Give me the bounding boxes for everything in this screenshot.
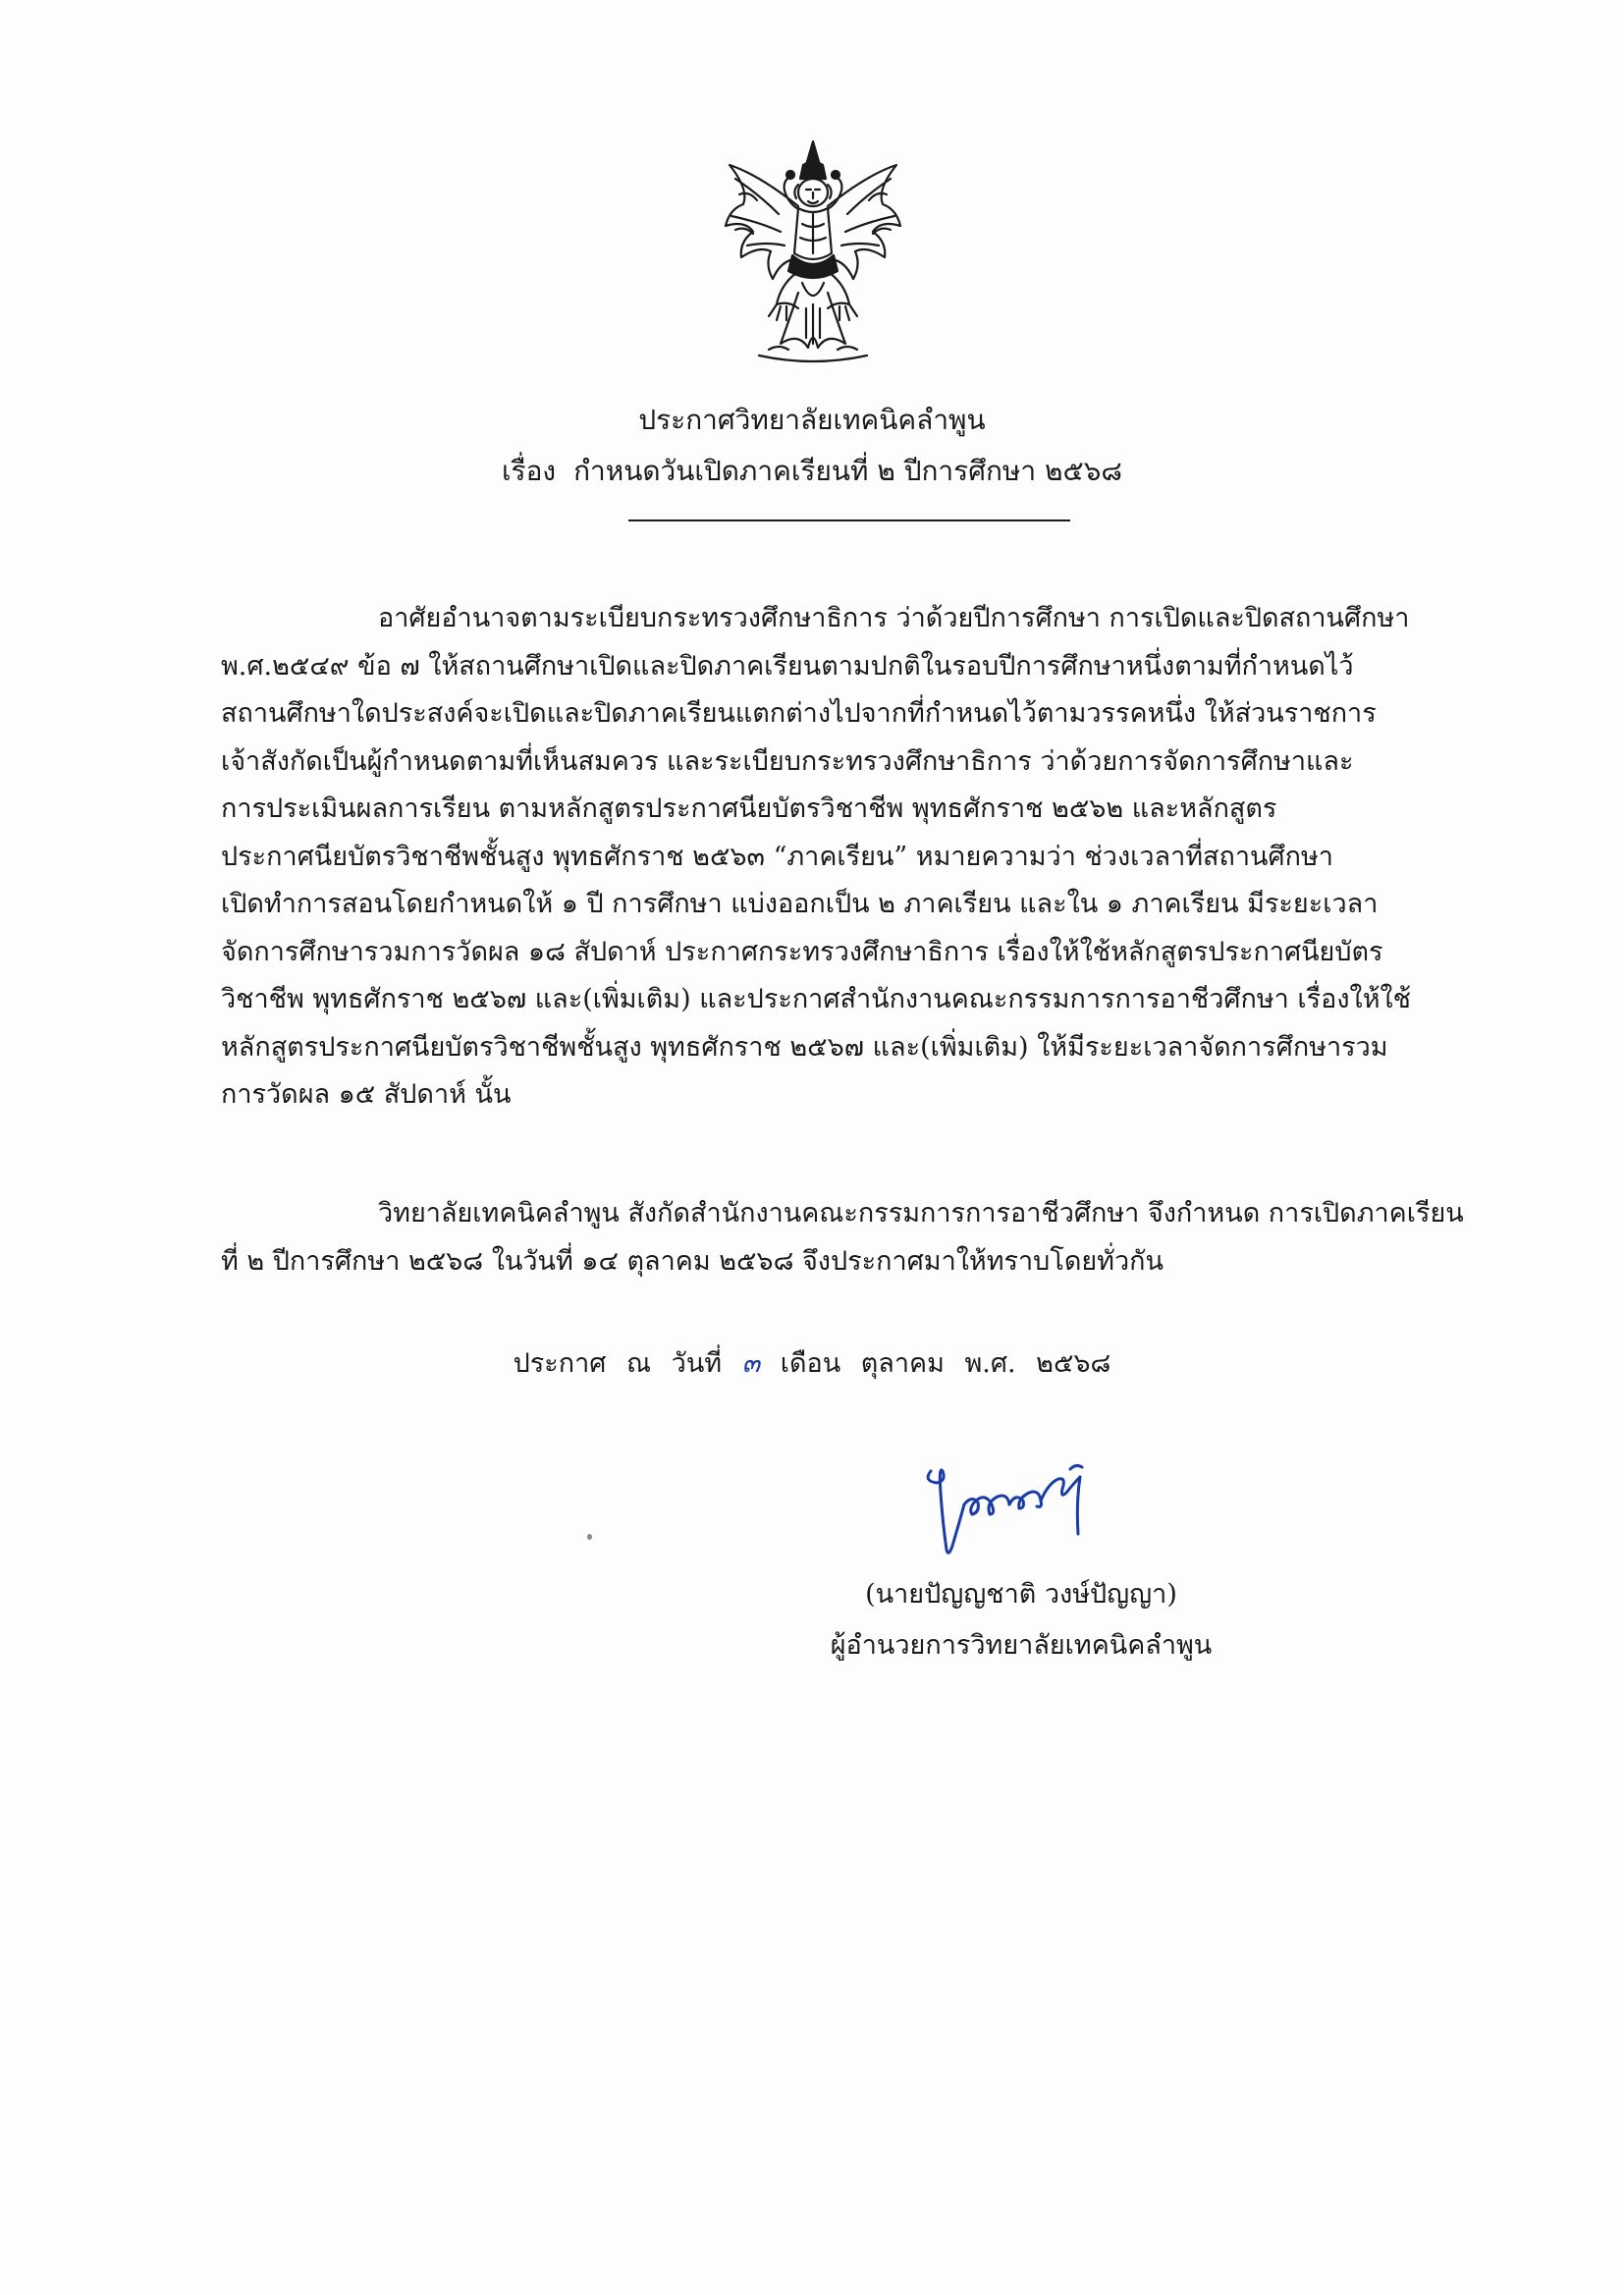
garuda-emblem-icon [720, 136, 906, 367]
paragraph-line: เจ้าสังกัดเป็นผู้กำหนดตามที่เห็นสมควร และระเบียบกระทรวงศึกษาธิการ ว่าด้วยการจัดการศึกษาและ [221, 745, 1354, 777]
title-underline [628, 519, 1070, 521]
paragraph-line: วิชาชีพ พุทธศักราช ๒๕๖๗ และ(เพิ่มเติม) และประกาศสำนักงานคณะกรรมการการอาชีวศึกษา เรื่องให้ใช้ [221, 984, 1412, 1014]
announcement-subject [0, 448, 1624, 495]
paragraph-line: จัดการศึกษารวมการวัดผล ๑๘ สัปดาห์ ประกาศกระทรวงศึกษาธิการ เรื่องให้ใช้หลักสูตรประกาศนียบัตร [221, 936, 1383, 967]
signatory-position-text: ผู้อำนวยการวิทยาลัยเทคนิคลำพูน [830, 1630, 1213, 1661]
scan-speck [587, 1534, 592, 1540]
signatory-name [766, 1571, 1276, 1618]
announce-prefix: ประกาศ [513, 1348, 607, 1379]
body-paragraph-2 [221, 1190, 1464, 1285]
paragraph-line: การวัดผล ๑๕ สัปดาห์ นั้น [221, 1079, 512, 1110]
year-value: ๒๕๖๘ [1036, 1348, 1111, 1379]
paragraph-line: สถานศึกษาใดประสงค์จะเปิดและปิดภาคเรียนแตกต่างไปจากที่กำหนดไว้ตามวรรคหนึ่ง ให้ส่วนราชการ [221, 698, 1377, 729]
paragraph-line: ประกาศนียบัตรวิชาชีพชั้นสูง พุทธศักราช ๒๕๖๓ “ภาคเรียน” หมายความว่า ช่วงเวลาที่สถานศึกษา [221, 841, 1333, 872]
day-value: ๓ [741, 1348, 761, 1379]
paragraph-line: ที่ ๒ ปีการศึกษา ๒๕๖๘ ในวันที่ ๑๔ ตุลาคม ๒๕๖๘ จึงประกาศมาให้ทราบโดยทั่วกัน [221, 1245, 1164, 1277]
body-paragraph-1 [221, 595, 1438, 1120]
month-label: เดือน [780, 1348, 841, 1379]
handwritten-signature-icon [913, 1444, 1110, 1571]
signatory-name-text: (นายปัญญชาติ วงษ์ปัญญา) [865, 1579, 1177, 1610]
paragraph-line: พ.ศ.๒๕๔๙ ข้อ ๗ ให้สถานศึกษาเปิดและปิดภาคเรียนตามปกติในรอบปีการศึกษาหนึ่งตามที่กำหนดไว้ [221, 650, 1354, 682]
year-label: พ.ศ. [964, 1348, 1016, 1379]
subject-label: เรื่อง [501, 455, 557, 487]
signatory-position [766, 1622, 1276, 1669]
paragraph-line: การประเมินผลการเรียน ตามหลักสูตรประกาศนียบัตรวิชาชีพ พุทธศักราช ๒๕๖๒ และหลักสูตร [221, 793, 1277, 824]
paragraph-line: อาศัยอำนาจตามระเบียบกระทรวงศึกษาธิการ ว่าด้วยปีการศึกษา การเปิดและปิดสถานศึกษา [378, 603, 1410, 633]
announce-at: ณ [626, 1348, 652, 1379]
month-value: ตุลาคม [860, 1348, 945, 1379]
announcement-title [0, 397, 1624, 444]
subject-text: กำหนดวันเปิดภาคเรียนที่ ๒ ปีการศึกษา ๒๕๖๘ [573, 455, 1123, 487]
paragraph-line: วิทยาลัยเทคนิคลำพูน สังกัดสำนักงานคณะกรรมการการอาชีวศึกษา จึงกำหนด การเปิดภาคเรียน [378, 1198, 1464, 1229]
day-label: วันที่ [671, 1348, 723, 1379]
announcement-title-text: ประกาศวิทยาลัยเทคนิคลำพูน [638, 404, 986, 436]
paragraph-line: เปิดทำการสอนโดยกำหนดให้ ๑ ปี การศึกษา แบ่งออกเป็น ๒ ภาคเรียน และใน ๑ ภาคเรียน มีระยะเวลา [221, 889, 1379, 919]
announcement-date [0, 1340, 1624, 1388]
paragraph-line: หลักสูตรประกาศนียบัตรวิชาชีพชั้นสูง พุทธศักราช ๒๕๖๗ และ(เพิ่มเติม) ให้มีระยะเวลาจัดการศึกษารวม [221, 1031, 1388, 1063]
